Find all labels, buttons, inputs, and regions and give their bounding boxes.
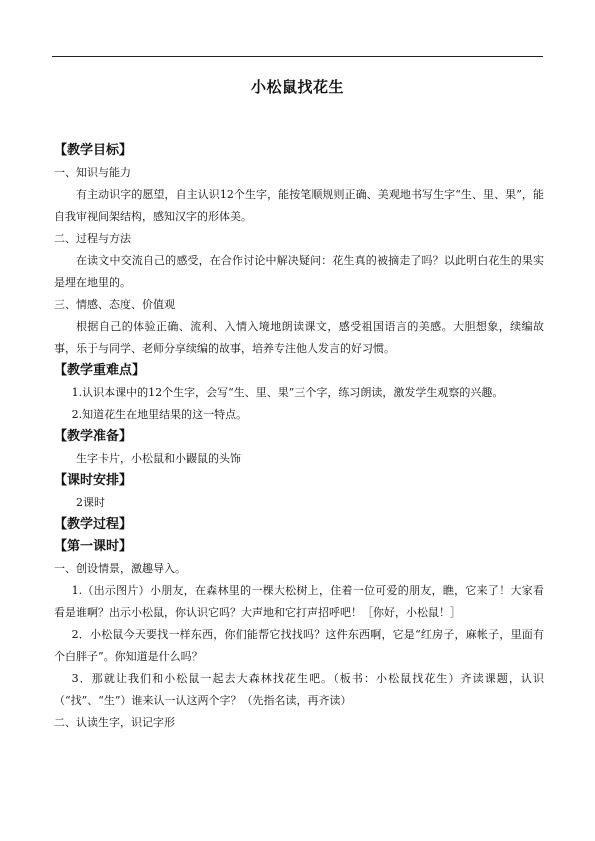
paragraph-knowledge: 有主动识字的愿望，自主认识12个生字，能按笔顺规则正确、美观地书写生字“生、里、果”，能自我审视间架结构，感知汉字的形体美。 xyxy=(54,188,544,223)
subheading-process: 二、过程与方法 xyxy=(54,232,131,245)
paragraph-process: 在读文中交流自己的感受，在合作讨论中解决疑问：花生真的被摘走了吗？以此明白花生的果实是埋在地里的。 xyxy=(54,254,544,289)
subheading-knowledge: 一、知识与能力 xyxy=(54,166,131,179)
paragraph-preparation: 生字卡片，小松鼠和小鼹鼠的头饰 xyxy=(76,452,241,465)
subheading-intro: 一、创设情景，激趣导入。 xyxy=(54,562,186,575)
heading-process: 【教学过程】 xyxy=(54,517,133,532)
subheading-values: 三、情感、态度、价值观 xyxy=(54,298,175,311)
heading-first-lesson: 【第一课时】 xyxy=(54,539,133,554)
subheading-characters: 二、认读生字，识记字形 xyxy=(54,716,175,729)
header-rule xyxy=(52,56,543,57)
paragraph-step-1: 1.（出示图片）小朋友，在森林里的一棵大松树上，住着一位可爱的朋友，瞧，它来了！大家看看是谁啊？出示小松鼠，你认识它吗？大声地和它打声招呼吧！［你好，小松鼠！］ xyxy=(54,584,544,619)
heading-objectives: 【教学目标】 xyxy=(54,143,133,158)
page-title: 小松鼠找花生 xyxy=(250,78,344,96)
paragraph-step-2: 2．小松鼠今天要找一样东西，你们能帮它找找吗？这件东西啊，它是“红房子，麻帐子，里面有个白胖子”。你知道是什么吗？ xyxy=(54,628,544,663)
document-body xyxy=(54,140,544,734)
paragraph-schedule: 2课时 xyxy=(76,496,105,509)
heading-preparation: 【教学准备】 xyxy=(54,429,133,444)
paragraph-step-3: 3．那就让我们和小松鼠一起去大森林找花生吧。（板书：小松鼠找花生）齐读课题，认识（“找”、“生”）谁来认一认这两个字？（先指名读，再齐读） xyxy=(54,672,544,707)
heading-key-points: 【教学重难点】 xyxy=(54,363,146,378)
paragraph-key-point-1: 1.认识本课中的12个生字，会写“生、里、果”三个字，练习朗读，激发学生观察的兴趣。 xyxy=(71,386,504,399)
paragraph-key-point-2: 2.知道花生在地里结果的这一特点。 xyxy=(71,408,248,421)
heading-schedule: 【课时安排】 xyxy=(54,473,133,488)
paragraph-values: 根据自己的体验正确、流利、入情入境地朗读课文，感受祖国语言的美感。大胆想象，续编故事，乐于与同学、老师分享续编的故事，培养专注他人发言的好习惯。 xyxy=(54,320,544,355)
